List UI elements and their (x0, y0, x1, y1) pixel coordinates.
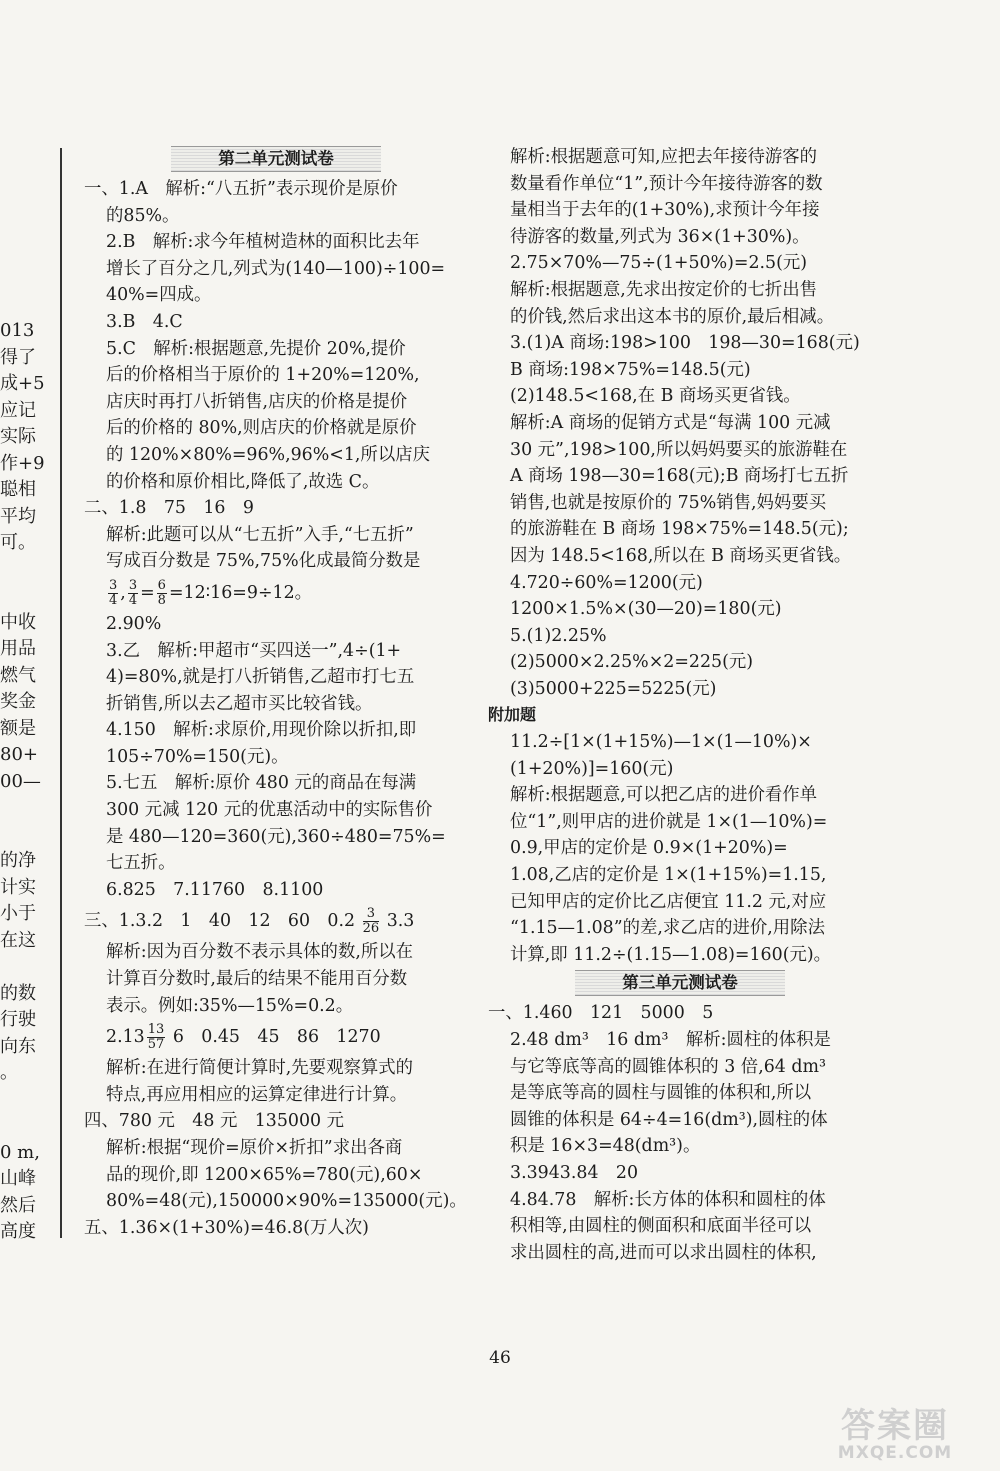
edge-fragment: 成+5 (0, 373, 45, 394)
edge-fragment: 的数 (0, 982, 36, 1004)
answer-line: 积是 16×3=48(dm³)。 (510, 1136, 701, 1157)
edge-fragment: 额是 (0, 717, 36, 739)
answer-line: 解析:此题可以从“七五折”入手,“七五折” (106, 524, 414, 545)
answer-line: 4.150 解析:求原价,用现价除以折扣,即 (106, 720, 417, 741)
answer-line: 11.2÷[1×(1+15%)—1×(1—10%)× (510, 732, 812, 753)
answer-line: 2.B 解析:求今年植树造林的面积比去年 (106, 232, 420, 253)
edge-fragment: 小于 (0, 903, 36, 924)
answer-line: 解析:因为百分数不表示具体的数,所以在 (106, 942, 414, 963)
fraction: $\frac{3}{26}$ (362, 906, 380, 937)
answer-line: 量相当于去年的(1+30%),求预计今年接 (510, 200, 820, 221)
answer-line: 解析:A 商场的促销方式是“每满 100 元减 (510, 412, 831, 433)
answer-line: 计算百分数时,最后的结果不能用百分数 (106, 969, 408, 990)
edge-fragment: 在这 (0, 929, 36, 951)
answer-line: 3.3943.84 20 (510, 1162, 639, 1183)
answer-line: 品的现价,即 1200×65%=780(元),60× (106, 1164, 423, 1185)
left-page-edge-fragments (0, 318, 52, 1246)
answer-line: (1+20%)]=160(元) (510, 758, 674, 779)
fraction: $\frac{3}{4}$ (109, 577, 118, 608)
answer-line: 七五折。 (106, 853, 176, 874)
answer-line: 后的价格相当于原价的 1+20%=120%, (106, 365, 420, 386)
edge-fragment: 80+ (0, 744, 38, 765)
answer-line: 的价钱,然后求出这本书的原价,最后相减。 (510, 306, 835, 327)
fraction: $\frac{13}{57}$ (147, 1022, 165, 1053)
answer-line: 的85%。 (106, 205, 180, 226)
fraction: $\frac{3}{4}$ (128, 577, 138, 608)
answer-line: 5.(1)2.25% (510, 625, 607, 646)
answer-line: 30 元”,198>100,所以妈妈要买的旅游鞋在 (510, 439, 848, 460)
answer-line: 待游客的数量,列式为 36×(1+30%)。 (510, 226, 810, 247)
edge-fragment: 。 (0, 1062, 18, 1083)
fraction-line: 2.13 $\frac{13}{57}$ 6 0.45 45 86 1270 (106, 1022, 381, 1053)
answer-line: 写成百分数是 75%,75%化成最简分数是 (106, 551, 421, 572)
edge-fragment: 可。 (0, 532, 36, 553)
edge-fragment: 计实 (0, 876, 36, 898)
edge-fragment (0, 1087, 52, 1114)
answer-line: 一、1.460 121 5000 5 (488, 1003, 714, 1024)
answer-line: 位“1”,则甲店的进价就是 1×(1—10%)= (510, 811, 828, 832)
edge-fragment (0, 583, 52, 610)
answer-line: 300 元减 120 元的优惠活动中的实际售价 (106, 800, 433, 821)
edge-fragment (0, 557, 52, 584)
edge-fragment: 中收 (0, 611, 36, 633)
answer-line: 店庆时再打八折销售,店庆的价格是提价 (106, 391, 408, 412)
edge-fragment: 行驶 (0, 1009, 36, 1030)
right-column (488, 144, 872, 1266)
answer-line: 特点,再应用相应的运算定律进行计算。 (106, 1084, 408, 1105)
left-column (84, 144, 468, 1241)
answer-line: 二、1.8 75 16 9 (84, 498, 254, 519)
answer-line: 4.720÷60%=1200(元) (510, 572, 703, 593)
answer-line: 2.90% (106, 613, 162, 634)
answer-line: 因为 148.5<168,所以在 B 商场买更省钱。 (510, 545, 852, 566)
edge-fragment: 奖金 (0, 691, 36, 712)
answer-line: 1.08,乙店的定价是 1×(1+15%)=1.15, (510, 865, 827, 886)
answer-line: 解析:根据“现价=原价×折扣”求出各商 (106, 1138, 403, 1158)
watermark-logo (800, 1406, 990, 1463)
fraction-line: $\frac{3}{4}$ , $\frac{3}{4}$ = $\frac{6}{8}$ =12∶16=9÷12。 (109, 577, 313, 608)
answer-line: 0.9,甲店的定价是 0.9×(1+20%)= (510, 838, 788, 859)
answer-line: 的 120%×80%=96%,96%<1,所以店庆 (106, 444, 430, 465)
answer-line: 5.七五 解析:原价 480 元的商品在每满 (106, 773, 417, 794)
answer-line: 求出圆柱的高,进而可以求出圆柱的体积, (510, 1242, 817, 1263)
answer-line: 5.C 解析:根据题意,先提价 20%,提价 (106, 338, 406, 359)
answer-line: 一、1.A 解析:“八五折”表示现价是原价 (84, 179, 398, 199)
answer-line: 105÷70%=150(元)。 (106, 746, 289, 767)
answer-line: (3)5000+225=5225(元) (510, 678, 717, 699)
answer-line: 4)=80%,就是打八折销售,乙超市打七五 (106, 667, 415, 688)
answer-line: 后的价格的 80%,则店庆的价格就是原价 (106, 418, 417, 439)
edge-fragment (0, 954, 52, 981)
answer-line: 表示。例如:35%—15%=0.2。 (106, 995, 354, 1016)
edge-fragment: 的净 (0, 850, 36, 871)
answer-line: 四、780 元 48 元 135000 元 (84, 1111, 345, 1132)
answer-line: 的价格和原价相比,降低了,故选 C。 (106, 471, 380, 492)
edge-fragment: 聪相 (0, 479, 36, 500)
answer-line: “1.15—1.08”的差,求乙店的进价,用除法 (510, 918, 825, 939)
watermark-url: MXQE.COM (837, 1443, 953, 1463)
answer-line: 与它等底等高的圆锥体积的 3 倍,64 dm³ (510, 1056, 826, 1077)
section-title-unit2: 第二单元测试卷 (171, 146, 381, 172)
answer-line: 4.84.78 解析:长方体的体积和圆柱的体 (510, 1189, 826, 1210)
answer-line: A 商场 198—30=168(元);B 商场打七五折 (510, 466, 849, 487)
answer-line: 3.B 4.C (106, 311, 183, 332)
edge-fragment: 然后 (0, 1194, 36, 1216)
answer-line: 1200×1.5%×(30—20)=180(元) (510, 599, 782, 620)
edge-fragment: 山峰 (0, 1168, 36, 1189)
answer-line: 圆锥的体积是 64÷4=16(dm³),圆柱的体 (510, 1109, 828, 1130)
section-title-unit3: 第三单元测试卷 (575, 970, 785, 996)
answer-line: 折销售,所以去乙超市买比较省钱。 (106, 693, 373, 714)
answer-line: B 商场:198×75%=148.5(元) (510, 359, 751, 380)
edge-fragment: 应记 (0, 399, 36, 421)
edge-fragment: 实际 (0, 426, 36, 447)
answer-line: 解析:在进行简便计算时,先要观察算式的 (106, 1058, 414, 1079)
answer-line: 是等底等高的圆柱与圆锥的体积和,所以 (510, 1083, 812, 1104)
edge-fragment: 0 m, (0, 1141, 40, 1163)
answer-line: 解析:根据题意可知,应把去年接待游客的 (510, 147, 818, 167)
answer-line: 3.乙 解析:甲超市“买四送一”,4÷(1+ (106, 640, 402, 661)
answer-line: 6.825 7.11760 8.1100 (106, 879, 324, 900)
answer-line: 计算,即 11.2÷(1.15—1.08)=160(元)。 (510, 944, 832, 965)
edge-fragment (0, 822, 52, 849)
answer-line: 的旅游鞋在 B 商场 198×75%=148.5(元); (510, 519, 849, 540)
page-number: 46 (489, 1348, 511, 1368)
answer-line: 80%=48(元),150000×90%=135000(元)。 (106, 1191, 467, 1212)
answer-line: 已知甲店的定价比乙店便宜 11.2 元,对应 (510, 891, 827, 912)
watermark-text: 答案圈 (841, 1406, 949, 1446)
edge-fragment: 00— (0, 770, 41, 792)
answer-line: 五、1.36×(1+30%)=46.8(万人次) (84, 1217, 369, 1238)
column-divider-line (60, 148, 62, 1238)
answer-line: (2)148.5<168,在 B 商场买更省钱。 (510, 386, 801, 407)
edge-fragment: 燃气 (0, 664, 36, 686)
answer-line: 2.48 dm³ 16 dm³ 解析:圆柱的体积是 (510, 1030, 831, 1050)
edge-fragment (0, 1113, 52, 1140)
extra-section-heading: 附加题 (488, 705, 537, 725)
answer-line: 是 480—120=360(元),360÷480=75%= (106, 826, 446, 847)
edge-fragment: 高度 (0, 1221, 36, 1242)
fraction-line: 三、1.3.2 1 40 12 60 0.2 $\frac{3}{26}$ 3.3 (84, 906, 415, 937)
answer-line: 解析:根据题意,先求出按定价的七折出售 (510, 279, 818, 300)
edge-fragment (0, 795, 52, 822)
answer-line: (2)5000×2.25%×2=225(元) (510, 652, 754, 673)
answer-line: 销售,也就是按原价的 75%销售,妈妈要买 (510, 492, 827, 513)
edge-fragment: 013 (0, 320, 35, 341)
edge-fragment: 平均 (0, 505, 36, 527)
edge-fragment: 得了 (0, 346, 36, 368)
answer-line: 2.75×70%—75÷(1+50%)=2.5(元) (510, 253, 808, 274)
fraction: $\frac{6}{8}$ (157, 577, 166, 608)
edge-fragment: 用品 (0, 638, 36, 659)
edge-fragment: 作+9 (0, 452, 45, 474)
edge-fragment: 向东 (0, 1035, 36, 1057)
answer-line: 40%=四成。 (106, 285, 212, 306)
answer-line: 数量看作单位“1”,预计今年接待游客的数 (510, 173, 823, 194)
answer-line: 解析:根据题意,可以把乙店的进价看作单 (510, 785, 818, 806)
answer-line: 积相等,由圆柱的侧面积和底面半径可以 (510, 1216, 812, 1237)
answer-line: 3.(1)A 商场:198>100 198—30=168(元) (510, 333, 860, 354)
answer-line: 增长了百分之几,列式为(140—100)÷100= (106, 258, 446, 279)
